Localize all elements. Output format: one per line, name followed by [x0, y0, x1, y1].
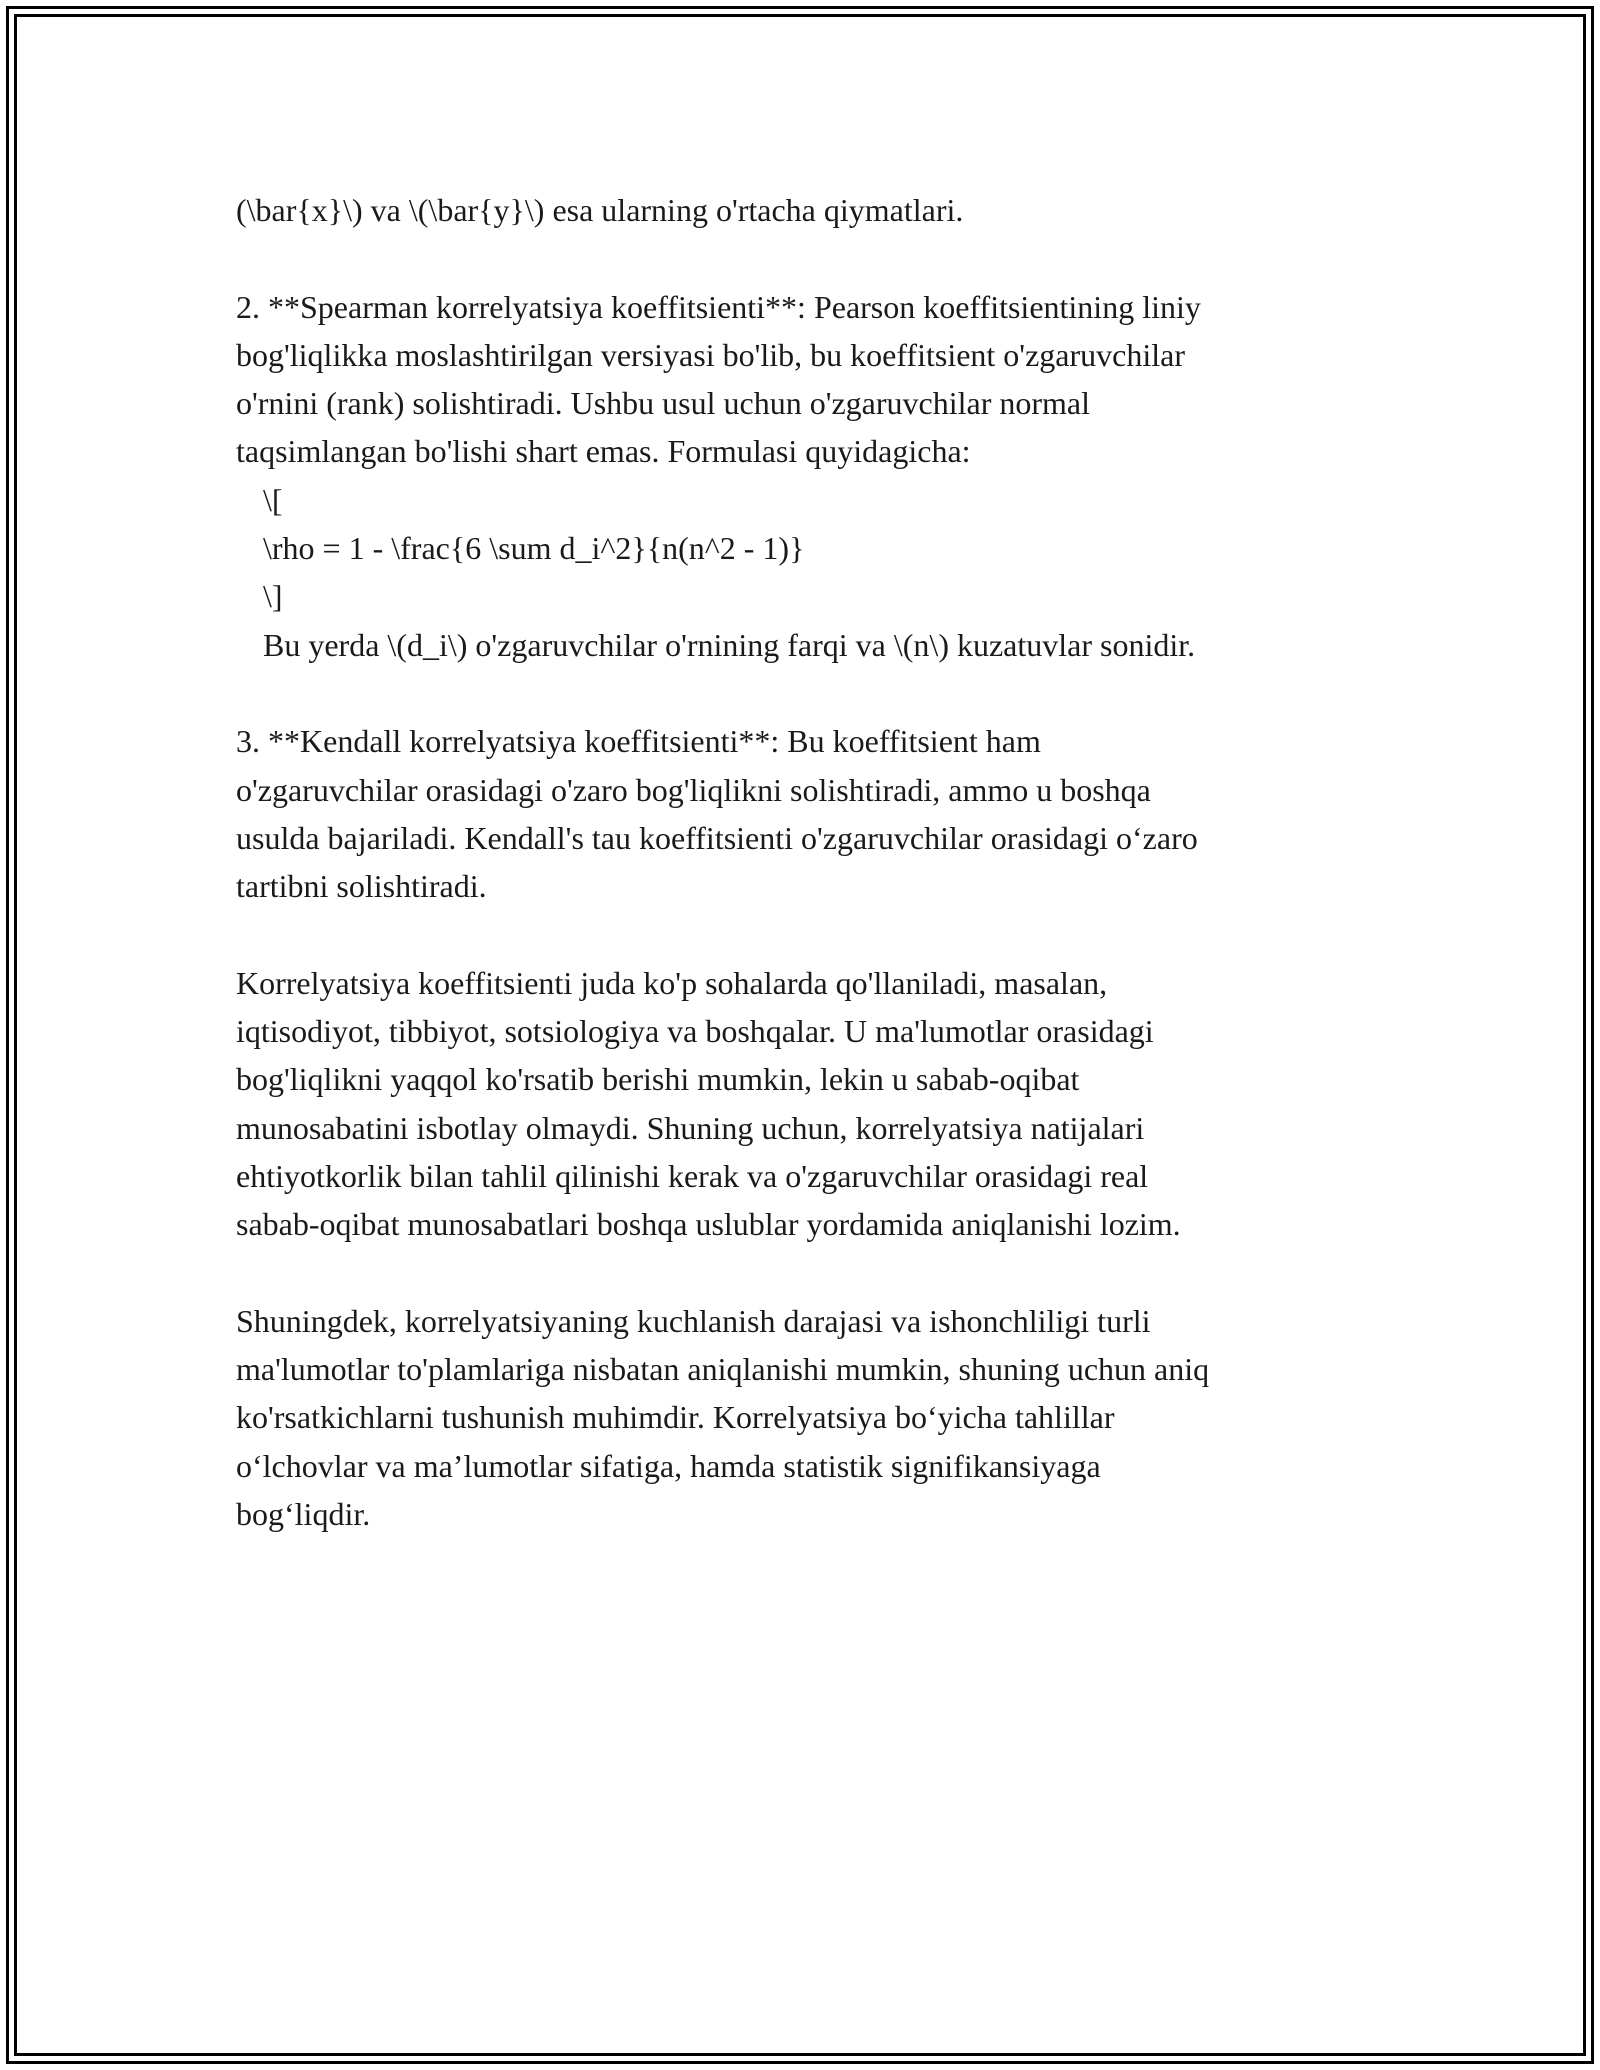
blank-line [236, 1249, 1366, 1297]
blank-line [236, 910, 1366, 958]
spearman-section [236, 283, 1366, 669]
blank-line [236, 234, 1366, 282]
paragraph-line: o‘lchovlar va ma’lumotlar sifatiga, hamda statistik signifikansiyaga [236, 1447, 1101, 1484]
formula-open: \[ [263, 481, 283, 518]
formula-close: \] [263, 578, 283, 615]
usage-paragraph [236, 959, 1366, 1249]
spearman-line: o'rnini (rank) solishtiradi. Ushbu usul uchun o'zgaruvchilar normal [236, 385, 1091, 422]
kendall-line: tartibni solishtiradi. [236, 868, 487, 905]
formula-note: Bu yerda \(d_i\) o'zgaruvchilar o'rnining farqi va \(n\) kuzatuvlar sonidir. [263, 626, 1196, 663]
kendall-line: 3. **Kendall korrelyatsiya koeffitsienti**: Bu koeffitsient ham [236, 723, 1041, 760]
paragraph-line: ehtiyotkorlik bilan tahlil qilinishi kerak va o'zgaruvchilar orasidagi real [236, 1157, 1149, 1194]
paragraph-line: Shuningdek, korrelyatsiyaning kuchlanish darajasi va ishonchliligi turli [236, 1302, 1151, 1339]
spearman-line: taqsimlangan bo'lishi shart emas. Formulasi quyidagicha: [236, 433, 971, 470]
spearman-line: 2. **Spearman korrelyatsiya koeffitsienti**: Pearson koeffitsientining liniy [236, 288, 1201, 325]
paragraph-line: ko'rsatkichlarni tushunish muhimdir. Korrelyatsiya bo‘yicha tahlillar [236, 1399, 1115, 1436]
blank-line [236, 669, 1366, 717]
paragraph-line: iqtisodiyot, tibbiyot, sotsiologiya va boshqalar. U ma'lumotlar orasidagi [236, 1013, 1154, 1050]
spearman-formula: \rho = 1 - \frac{6 \sum d_i^2}{n(n^2 - 1)} [263, 530, 805, 567]
paragraph-line: sabab-oqibat munosabatlari boshqa uslublar yordamida aniqlanishi lozim. [236, 1206, 1181, 1243]
intro-line: (\bar{x}\) va \(\bar{y}\) esa ularning o'rtacha qiymatlari. [236, 192, 964, 228]
document-body [236, 186, 1366, 1538]
paragraph-line: bog‘liqdir. [236, 1496, 371, 1533]
spearman-line: bog'liqlikka moslashtirilgan versiyasi bo'lib, bu koeffitsient o'zgaruvchilar [236, 336, 1185, 373]
paragraph-line: ma'lumotlar to'plamlariga nisbatan aniqlanishi mumkin, shuning uchun aniq [236, 1351, 1210, 1388]
kendall-line: usulda bajariladi. Kendall's tau koeffitsienti o'zgaruvchilar orasidagi o‘zaro [236, 819, 1198, 856]
paragraph-line: Korrelyatsiya koeffitsienti juda ko'p sohalarda qo'llaniladi, masalan, [236, 964, 1108, 1001]
kendall-section [236, 717, 1366, 910]
conclusion-paragraph [236, 1297, 1366, 1538]
kendall-line: o'zgaruvchilar orasidagi o'zaro bog'liqlikni solishtiradi, ammo u boshqa [236, 771, 1151, 808]
paragraph-line: bog'liqlikni yaqqol ko'rsatib berishi mumkin, lekin u sabab-oqibat [236, 1061, 1080, 1098]
paragraph-line: munosabatini isbotlay olmaydi. Shuning uchun, korrelyatsiya natijalari [236, 1109, 1145, 1146]
